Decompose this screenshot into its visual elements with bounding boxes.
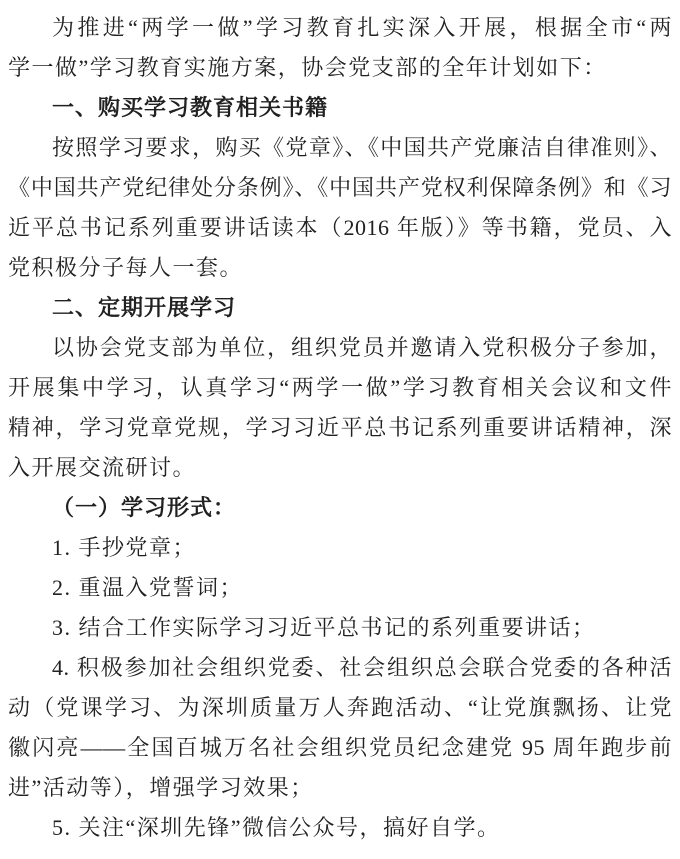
heading-subsection-1: （一）学习形式： xyxy=(52,495,237,520)
heading-section-2: 二、定期开展学习 xyxy=(52,295,237,320)
heading-section-1: 一、购买学习教育相关书籍 xyxy=(52,95,329,120)
paragraph-line: 学一做”学习教育实施方案，协会党支部的全年计划如下： xyxy=(8,55,607,80)
list-item-4-continued: 进”活动等），增强学习效果； xyxy=(8,775,314,800)
list-item-4-continued: 动（党课学习、为深圳质量万人奔跑活动、“让党旗飘扬、让党 xyxy=(8,695,672,720)
paragraph-line: 按照学习要求，购买《党章》、《中国共产党廉洁自律准则》、 xyxy=(52,135,672,160)
paragraph-line: 为推进“两学一做”学习教育扎实深入开展，根据全市“两 xyxy=(52,15,672,40)
paragraph-line: 开展集中学习，认真学习“两学一做”学习教育相关会议和文件 xyxy=(8,375,672,400)
list-item-3: 3. 结合工作实际学习习近平总书记的系列重要讲话； xyxy=(52,615,596,640)
list-item-4: 4. 积极参加社会组织党委、社会组织总会联合党委的各种活 xyxy=(52,655,672,680)
paragraph-line: 精神，学习党章党规，学习习近平总书记系列重要讲话精神，深 xyxy=(8,415,672,440)
list-item-4-continued: 徽闪亮——全国百城万名社会组织党员纪念建党 95 周年跑步前 xyxy=(8,735,672,760)
paragraph-line: 《中国共产党纪律处分条例》、《中国共产党权利保障条例》和《习 xyxy=(8,175,672,200)
paragraph-line: 党积极分子每人一套。 xyxy=(8,255,244,280)
list-item-1: 1. 手抄党章； xyxy=(52,535,197,560)
paragraph-line: 近平总书记系列重要讲话读本（2016 年版）》等书籍，党员、入 xyxy=(8,215,672,240)
list-item-5: 5. 关注“深圳先锋”微信公众号，搞好自学。 xyxy=(52,815,501,840)
paragraph-line: 以协会党支部为单位，组织党员并邀请入党积极分子参加， xyxy=(52,335,672,360)
list-item-2: 2. 重温入党誓词； xyxy=(52,575,244,600)
paragraph-line: 入开展交流研讨。 xyxy=(8,455,197,480)
